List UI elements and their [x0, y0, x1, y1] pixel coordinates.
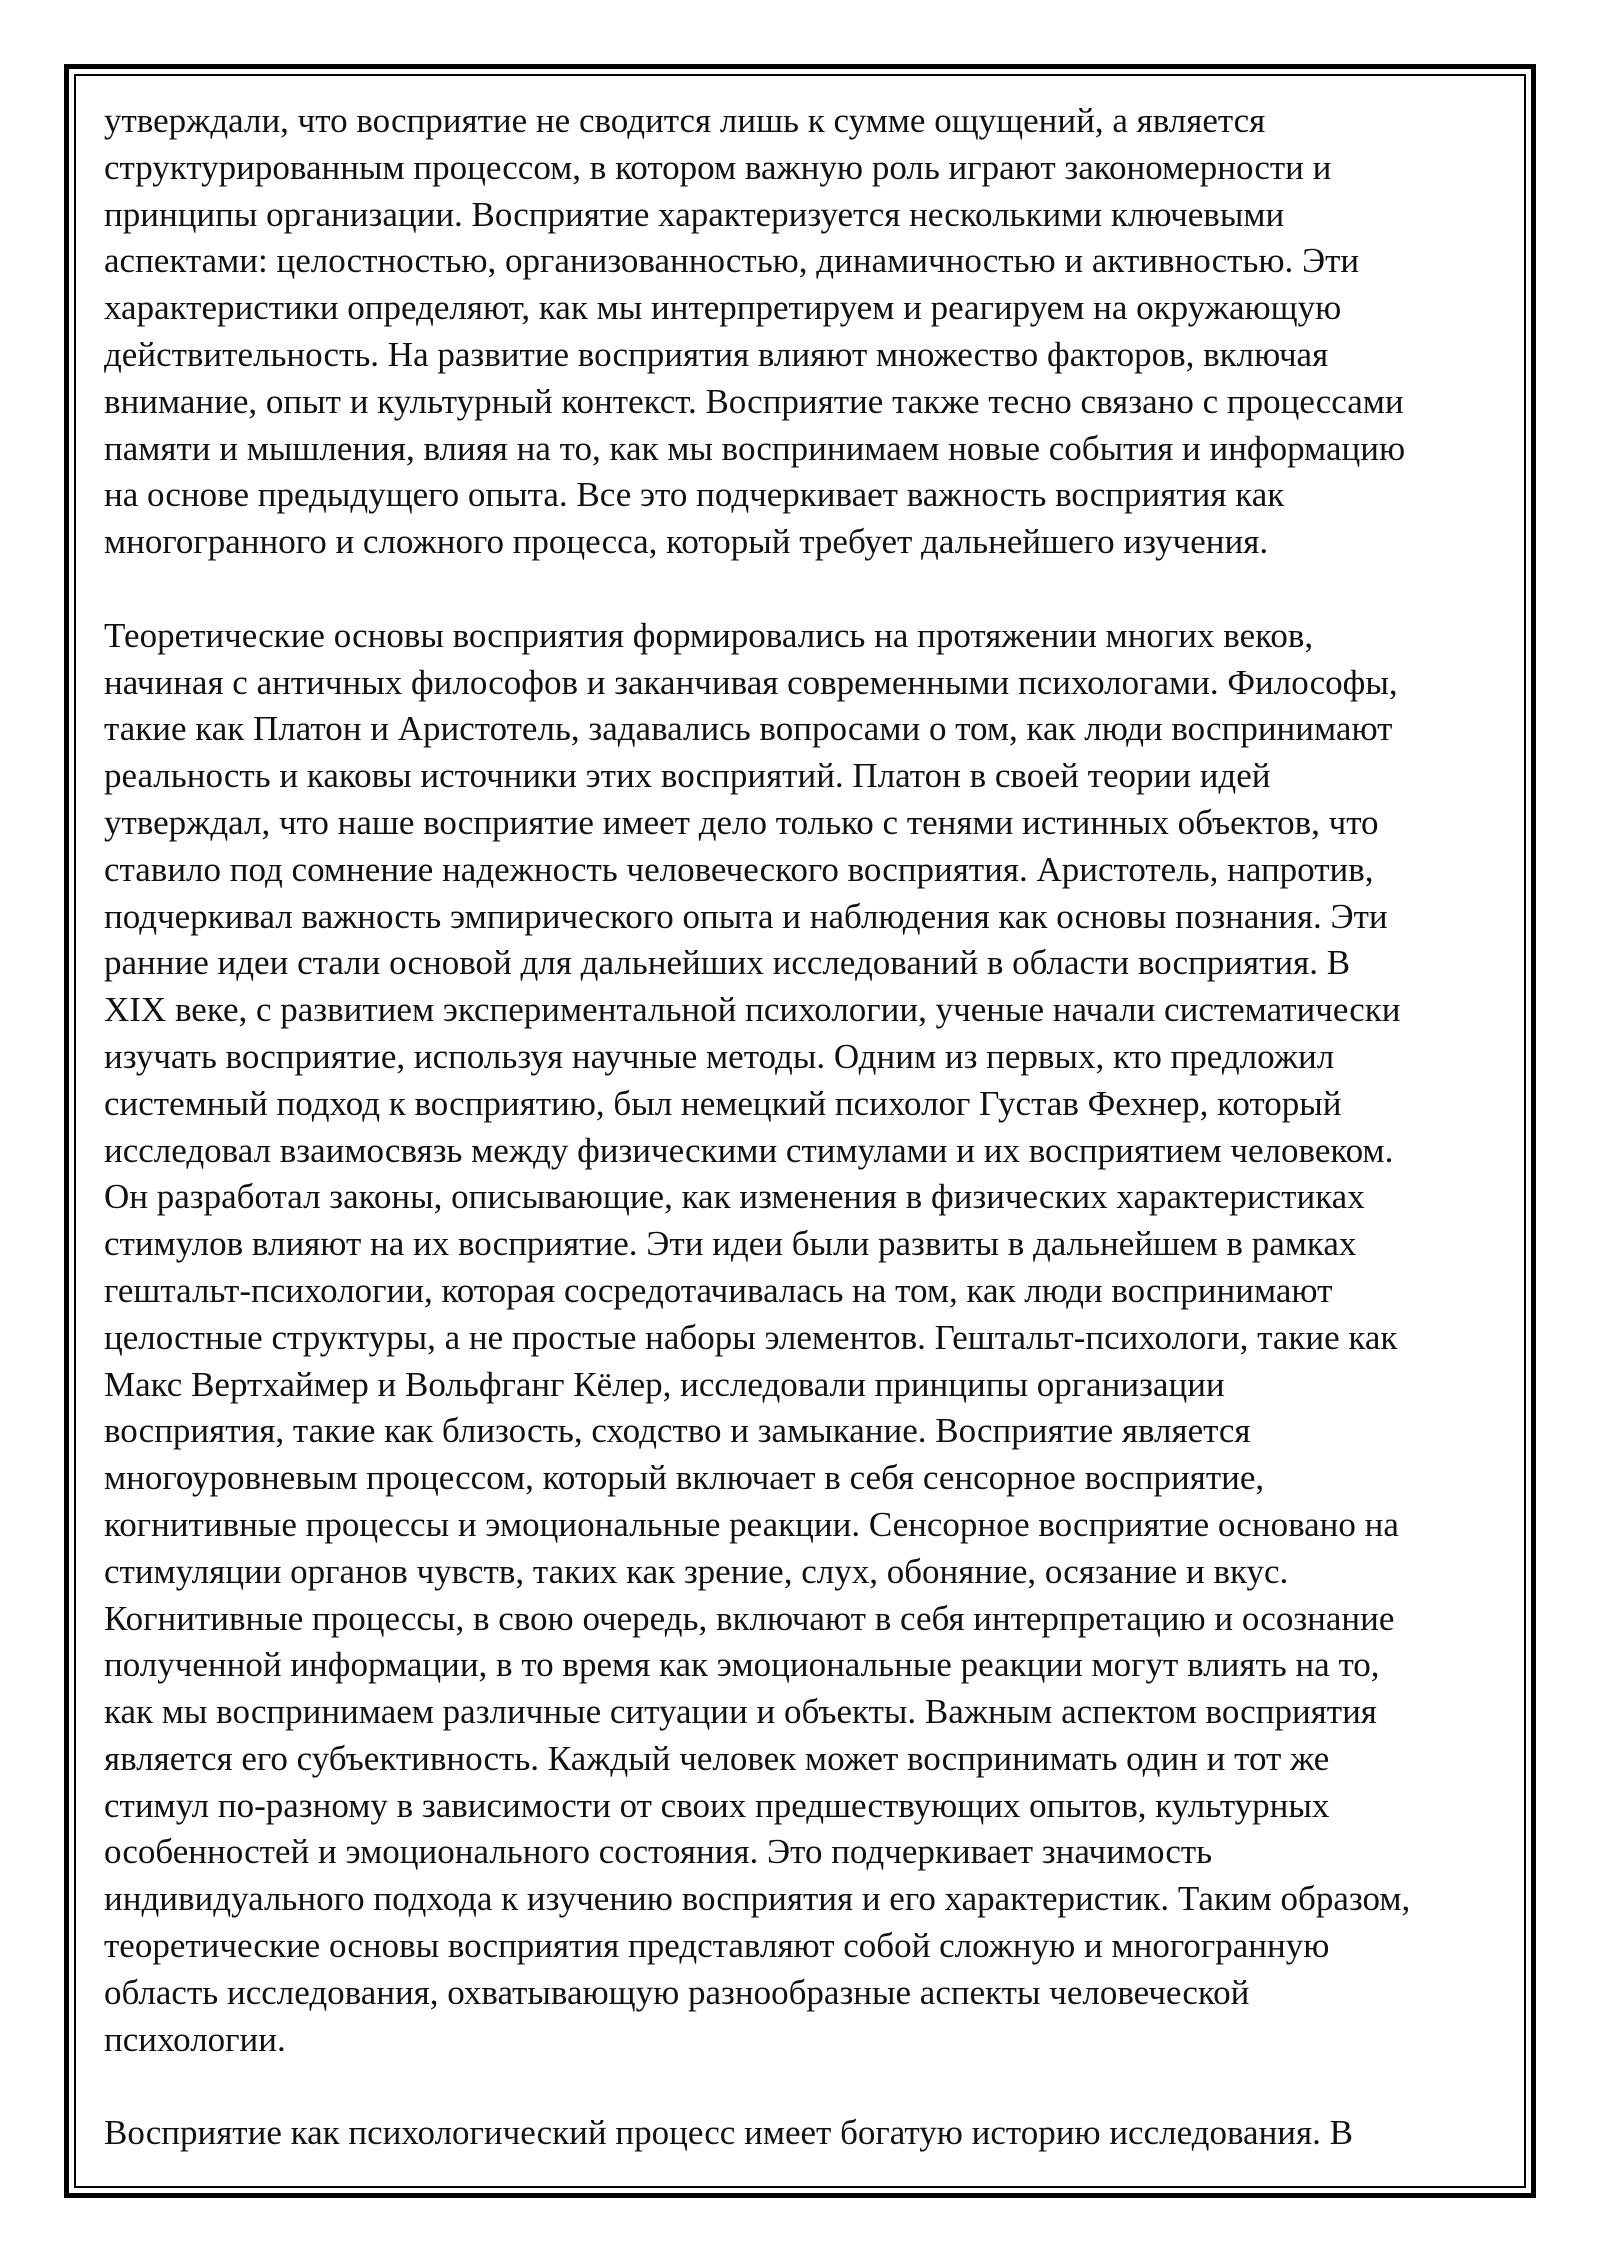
text-line: принципы организации. Восприятие характеризуется несколькими ключевыми — [104, 194, 1285, 234]
text-line: ставило под сомнение надежность человеческого восприятия. Аристотель, напротив, — [104, 849, 1374, 889]
text-line: как мы воспринимаем различные ситуации и объекты. Важным аспектом восприятия — [104, 1692, 1377, 1732]
text-line: утверждали, что восприятие не сводится лишь к сумме ощущений, а является — [104, 101, 1266, 140]
text-line: когнитивные процессы и эмоциональные реакции. Сенсорное восприятие основано на — [104, 1504, 1399, 1544]
text-line: утверждал, что наше восприятие имеет дело только с тенями истинных объектов, что — [104, 802, 1379, 842]
text-line: аспектами: целостностью, организованностью, динамичностью и активностью. Эти — [104, 241, 1360, 281]
text-line: структурированным процессом, в котором важную роль играют закономерности и — [104, 147, 1332, 187]
page-border-outer — [64, 64, 1536, 2198]
text-line: психологии. — [104, 2019, 286, 2059]
text-line: область исследования, охватывающую разнообразные аспекты человеческой — [104, 1972, 1250, 2012]
paragraph — [104, 98, 1516, 566]
text-line: многогранного и сложного процесса, который требует дальнейшего изучения. — [104, 522, 1269, 562]
text-line: памяти и мышления, влияя на то, как мы воспринимаем новые события и информацию — [104, 428, 1406, 468]
text-line: изучать восприятие, используя научные методы. Одним из первых, кто предложил — [104, 1036, 1335, 1076]
text-line: теоретические основы восприятия представляют собой сложную и многогранную — [104, 1926, 1330, 1966]
text-line: восприятия, такие как близость, сходство и замыкание. Восприятие является — [104, 1411, 1251, 1451]
text-line: Восприятие как психологический процесс имеет богатую историю исследования. В — [104, 2113, 1353, 2153]
text-line: стимуляции органов чувств, таких как зрение, слух, обоняние, осязание и вкус. — [104, 1551, 1289, 1591]
paragraph — [104, 2110, 1516, 2157]
text-line: Теоретические основы восприятия формировались на протяжении многих веков, — [104, 615, 1314, 655]
text-line: внимание, опыт и культурный контекст. Восприятие также тесно связано с процессами — [104, 381, 1404, 421]
text-line: полученной информации, в то время как эмоциональные реакции могут влиять на то, — [104, 1645, 1380, 1685]
page-border-inner — [74, 74, 1526, 2188]
text-line: индивидуального подхода к изучению восприятия и его характеристик. Таким образом, — [104, 1879, 1411, 1919]
document-body — [104, 98, 1516, 2157]
text-line: Когнитивные процессы, в свою очередь, включают в себя интерпретацию и осознание — [104, 1598, 1395, 1638]
text-line: особенностей и эмоционального состояния. Это подчеркивает значимость — [104, 1832, 1213, 1872]
text-line: исследовал взаимосвязь между физическими стимулами и их восприятием человеком. — [104, 1130, 1394, 1170]
paragraph — [104, 613, 1516, 2064]
text-line: гештальт-психологии, которая сосредотачивалась на том, как люди воспринимают — [104, 1270, 1333, 1310]
text-line: реальность и каковы источники этих восприятий. Платон в своей теории идей — [104, 756, 1271, 796]
text-line: на основе предыдущего опыта. Все это подчеркивает важность восприятия как — [104, 475, 1285, 515]
text-line: XIX веке, с развитием экспериментальной психологии, ученые начали систематически — [104, 990, 1401, 1030]
text-line: стимулов влияют на их восприятие. Эти идеи были развиты в дальнейшем в рамках — [104, 1224, 1357, 1264]
text-line: ранние идеи стали основой для дальнейших исследований в области восприятия. В — [104, 943, 1351, 983]
text-line: начиная с античных философов и заканчивая современными психологами. Философы, — [104, 662, 1398, 702]
text-line: такие как Платон и Аристотель, задавались вопросами о том, как люди воспринимают — [104, 709, 1393, 749]
text-line: стимул по-разному в зависимости от своих предшествующих опытов, культурных — [104, 1785, 1330, 1825]
text-line: является его субъективность. Каждый человек может воспринимать один и тот же — [104, 1738, 1330, 1778]
text-line: системный подход к восприятию, был немецкий психолог Густав Фехнер, который — [104, 1083, 1342, 1123]
text-line: многоуровневым процессом, который включает в себя сенсорное восприятие, — [104, 1458, 1265, 1498]
text-line: характеристики определяют, как мы интерпретируем и реагируем на окружающую — [104, 288, 1342, 328]
text-line: действительность. На развитие восприятия влияют множество факторов, включая — [104, 334, 1329, 374]
text-line: целостные структуры, а не простые наборы элементов. Гештальт-психологи, такие как — [104, 1317, 1398, 1357]
text-line: подчеркивал важность эмпирического опыта и наблюдения как основы познания. Эти — [104, 896, 1388, 936]
text-line: Макс Вертхаймер и Вольфганг Кёлер, исследовали принципы организации — [104, 1364, 1225, 1404]
text-line: Он разработал законы, описывающие, как изменения в физических характеристиках — [104, 1177, 1365, 1217]
